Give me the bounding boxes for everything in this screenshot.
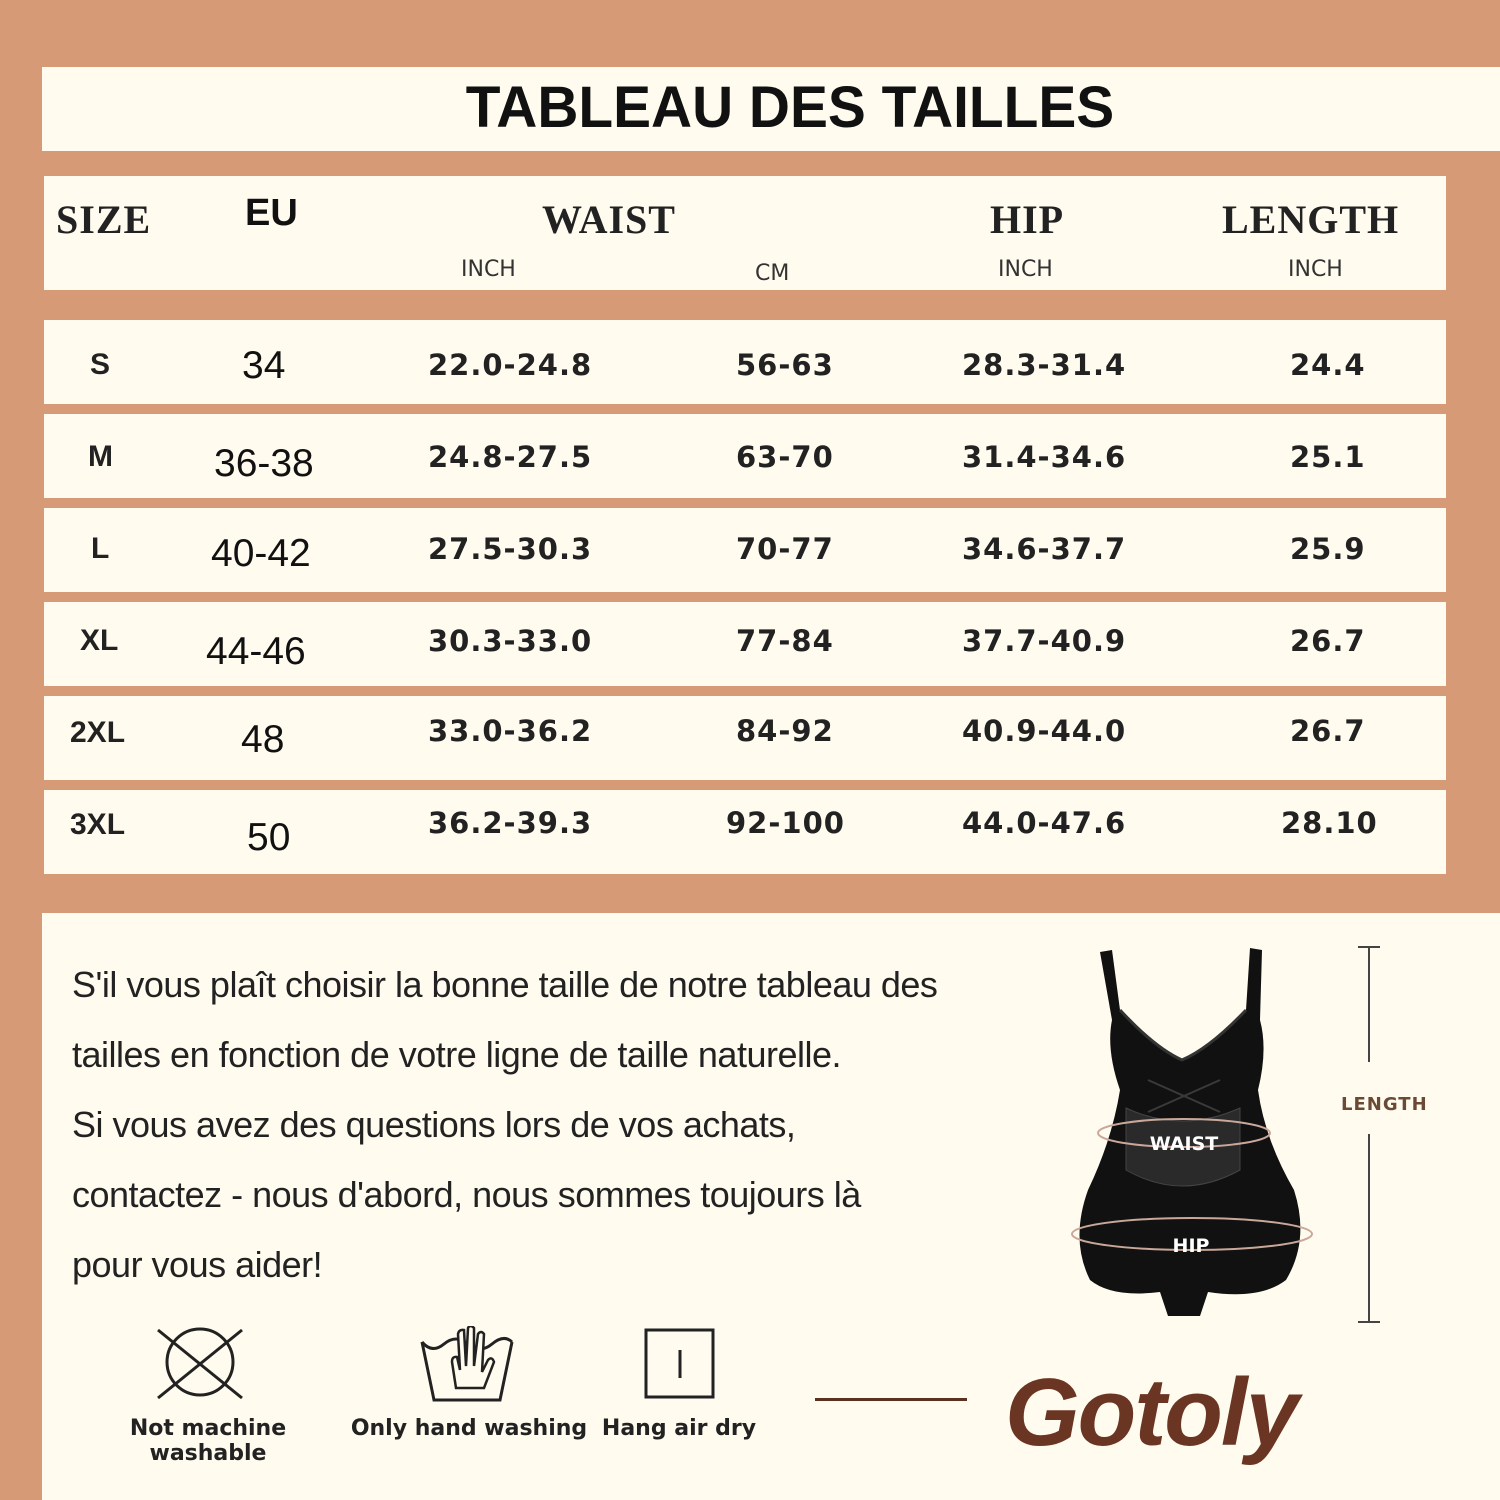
cell-hip-inch: 34.6-37.7: [962, 532, 1127, 566]
header-eu: EU: [245, 192, 298, 234]
brand-logo: Gotoly: [1005, 1359, 1297, 1466]
waist-label: WAIST: [1149, 1133, 1219, 1155]
cell-eu: 48: [241, 718, 285, 761]
table-row: [44, 320, 1446, 404]
length-measure-line: [1356, 944, 1382, 1328]
waist-cm-unit: CM: [755, 261, 790, 286]
header-hip: HIP: [990, 197, 1065, 242]
cell-waist-inch: 36.2-39.3: [428, 806, 593, 840]
cell-hip-inch: 44.0-47.6: [962, 806, 1127, 840]
cell-waist-inch: 24.8-27.5: [428, 440, 593, 474]
hip-inch-unit: INCH: [998, 257, 1053, 282]
advice-line: contactez - nous d'abord, nous sommes toujours là: [72, 1174, 861, 1215]
table-row: [44, 790, 1446, 874]
cell-hip-inch: 28.3-31.4: [962, 348, 1127, 382]
cell-size: M: [88, 440, 113, 473]
header-length: LENGTH: [1222, 197, 1400, 242]
advice-line: Si vous avez des questions lors de vos achats,: [72, 1104, 796, 1145]
table-header: [44, 176, 1446, 290]
waist-inch-unit: INCH: [461, 257, 516, 282]
table-row: [44, 508, 1446, 592]
hand-wash-icon: [418, 1326, 516, 1406]
cell-length-inch: 28.10: [1281, 806, 1378, 840]
advice-line: tailles en fonction de votre ligne de taille naturelle.: [72, 1034, 841, 1075]
cell-waist-cm: 84-92: [736, 714, 834, 748]
cell-eu: 44-46: [206, 630, 306, 673]
cell-waist-inch: 22.0-24.8: [428, 348, 593, 382]
cell-size: S: [90, 348, 111, 381]
size-advice-text: [72, 950, 1032, 1300]
cell-length-inch: 24.4: [1290, 348, 1366, 382]
table-row: [44, 696, 1446, 780]
cell-eu: 40-42: [211, 532, 311, 575]
cell-size: L: [91, 532, 110, 565]
cell-eu: 50: [247, 816, 291, 859]
hip-label: HIP: [1172, 1235, 1210, 1257]
table-row: [44, 602, 1446, 686]
length-inch-unit: INCH: [1288, 257, 1343, 282]
cell-waist-inch: 30.3-33.0: [428, 624, 593, 658]
cell-length-inch: 25.9: [1290, 532, 1366, 566]
header-waist: WAIST: [542, 197, 676, 242]
cell-hip-inch: 40.9-44.0: [962, 714, 1127, 748]
bodysuit-icon: [1079, 948, 1300, 1316]
cell-waist-cm: 70-77: [736, 532, 834, 566]
cell-length-inch: 26.7: [1290, 714, 1366, 748]
cell-length-inch: 25.1: [1290, 440, 1366, 474]
cell-size: 3XL: [70, 808, 126, 841]
cell-length-inch: 26.7: [1290, 624, 1366, 658]
cell-waist-cm: 56-63: [736, 348, 834, 382]
cell-waist-inch: 27.5-30.3: [428, 532, 593, 566]
brand-divider: [815, 1398, 967, 1401]
cell-hip-inch: 37.7-40.9: [962, 624, 1127, 658]
header-size: SIZE: [56, 197, 152, 242]
cell-waist-cm: 92-100: [726, 806, 845, 840]
cell-waist-cm: 63-70: [736, 440, 834, 474]
advice-line: pour vous aider!: [72, 1244, 323, 1285]
advice-line: S'il vous plaît choisir la bonne taille de notre tableau des: [72, 964, 938, 1005]
cell-eu: 34: [242, 344, 286, 387]
cell-hip-inch: 31.4-34.6: [962, 440, 1127, 474]
cell-eu: 36-38: [214, 442, 314, 485]
length-label: LENGTH: [1341, 1094, 1428, 1115]
cell-size: 2XL: [70, 716, 126, 749]
no-wash-icon: [152, 1326, 248, 1402]
care-label-no-machine-wash: Not machine washable: [129, 1416, 287, 1466]
cell-waist-inch: 33.0-36.2: [428, 714, 593, 748]
table-row: [44, 414, 1446, 498]
care-label-hand-wash: Only hand washing: [350, 1416, 588, 1441]
bodysuit-figure: [1060, 940, 1330, 1320]
care-label-hang-dry: Hang air dry: [601, 1416, 757, 1441]
hang-dry-icon: [644, 1328, 716, 1400]
cell-waist-cm: 77-84: [736, 624, 834, 658]
page-title: TABLEAU DES TAILLES: [465, 75, 1115, 140]
cell-size: XL: [80, 624, 119, 657]
